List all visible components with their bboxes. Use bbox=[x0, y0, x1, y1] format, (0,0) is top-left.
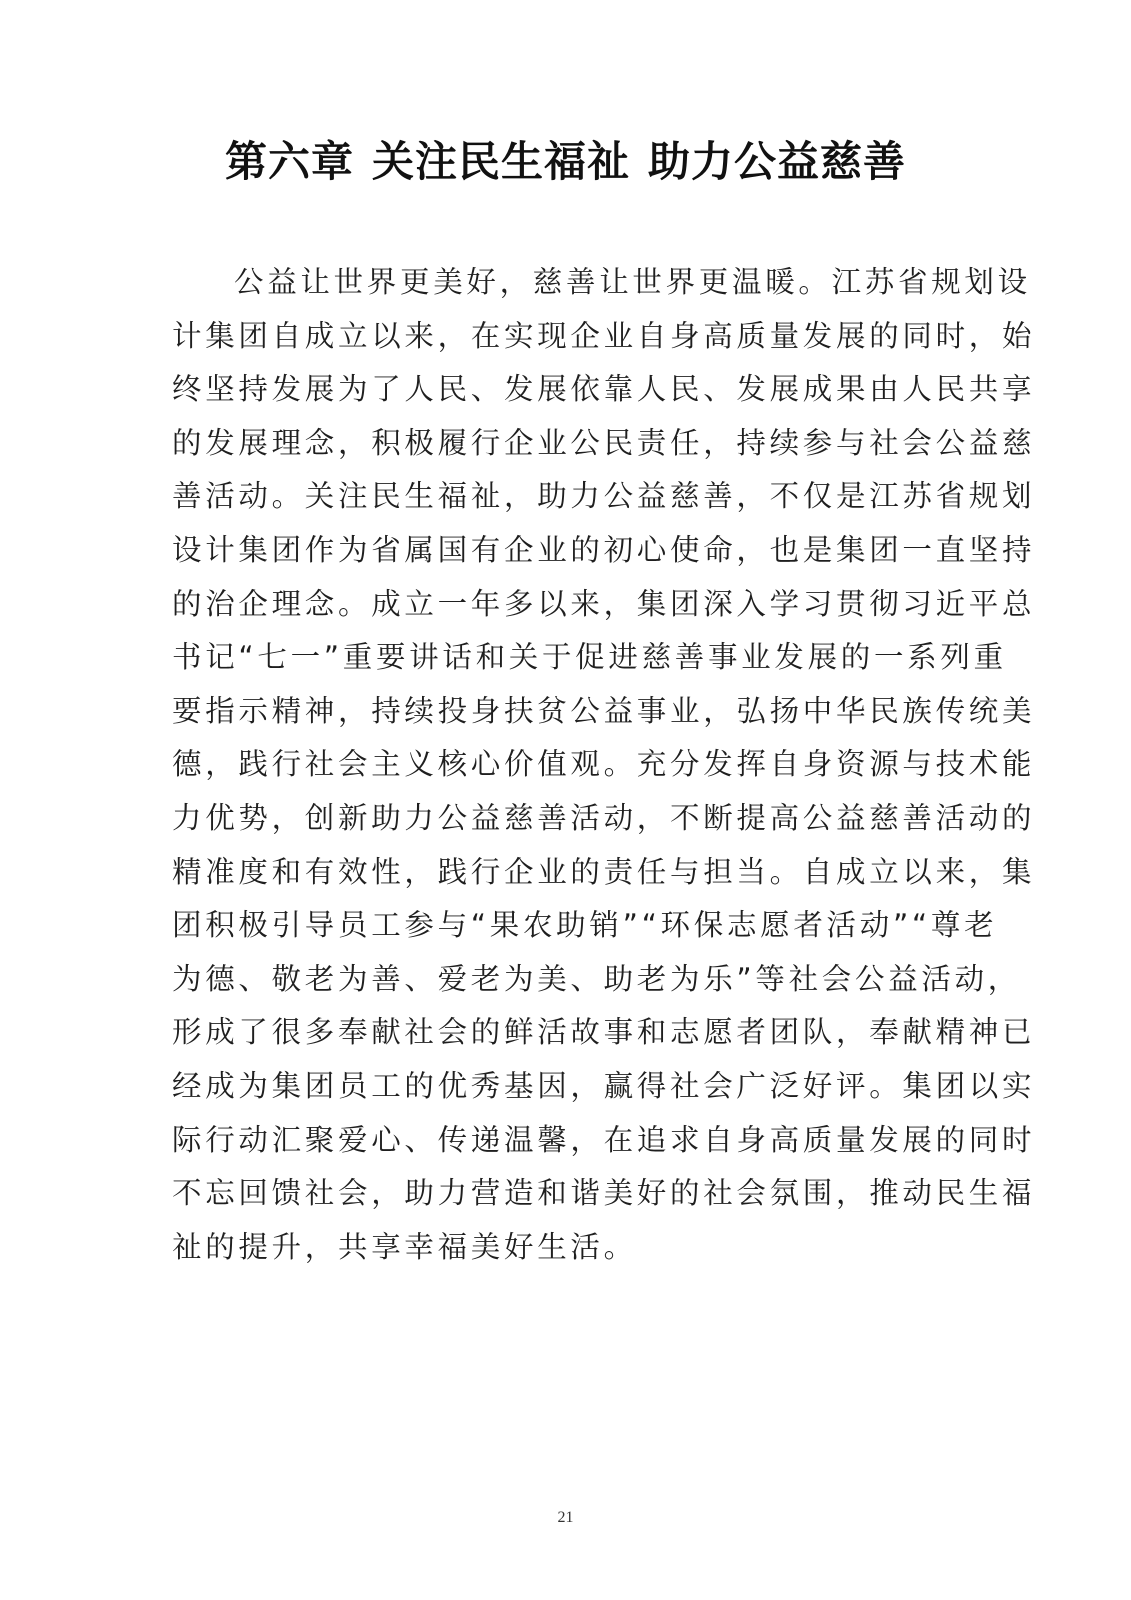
paragraph-line: 计集团自成立以来，在实现企业自身高质量发展的同时，始 bbox=[172, 318, 1036, 353]
paragraph-line: 形成了很多奉献社会的鲜活故事和志愿者团队，奉献精神已 bbox=[172, 1015, 1036, 1050]
paragraph-line: 公益让世界更美好，慈善让世界更温暖。江苏省规划设 bbox=[234, 265, 1031, 299]
paragraph-line: 为德、敬老为善、爱老为美、助老为乐”等社会公益活动， bbox=[172, 961, 1021, 996]
page-number: 21 bbox=[557, 1509, 574, 1526]
chapter-title bbox=[0, 132, 1131, 192]
paragraph-line: 的发展理念，积极履行企业公民责任，持续参与社会公益慈 bbox=[172, 425, 1036, 460]
paragraph-line: 终坚持发展为了人民、发展依靠人民、发展成果由人民共享 bbox=[172, 372, 1036, 407]
chapter-title-part-1: 关注民生福祉 bbox=[371, 137, 630, 186]
paragraph-line: 祉的提升，共享幸福美好生活。 bbox=[172, 1229, 637, 1264]
paragraph-line: 书记“七一”重要讲话和关于促进慈善事业发展的一系列重 bbox=[172, 640, 1007, 675]
paragraph-line: 精准度和有效性，践行企业的责任与担当。自成立以来，集 bbox=[172, 854, 1036, 889]
paragraph-line: 力优势，创新助力公益慈善活动，不断提高公益慈善活动的 bbox=[172, 800, 1036, 835]
paragraph-line: 不忘回馈社会，助力营造和谐美好的社会氛围，推动民生福 bbox=[172, 1176, 1036, 1211]
paragraph-line: 善活动。关注民生福祉，助力公益慈善，不仅是江苏省规划 bbox=[172, 479, 1036, 514]
body-paragraph bbox=[172, 256, 1036, 1274]
paragraph-line: 经成为集团员工的优秀基因，赢得社会广泛好评。集团以实 bbox=[172, 1068, 1036, 1103]
paragraph-line: 要指示精神，持续投身扶贫公益事业，弘扬中华民族传统美 bbox=[172, 693, 1036, 728]
paragraph-line: 德，践行社会主义核心价值观。充分发挥自身资源与技术能 bbox=[172, 747, 1036, 782]
chapter-title-part-2: 助力公益慈善 bbox=[648, 137, 907, 186]
chapter-number: 第六章 bbox=[224, 137, 354, 186]
paragraph-line: 的治企理念。成立一年多以来，集团深入学习贯彻习近平总 bbox=[172, 586, 1036, 621]
paragraph-line: 际行动汇聚爱心、传递温馨，在追求自身高质量发展的同时 bbox=[172, 1122, 1036, 1157]
paragraph-line: 设计集团作为省属国有企业的初心使命，也是集团一直坚持 bbox=[172, 532, 1036, 567]
paragraph-line: 团积极引导员工参与“果农助销”“环保志愿者活动”“尊老 bbox=[172, 908, 998, 943]
